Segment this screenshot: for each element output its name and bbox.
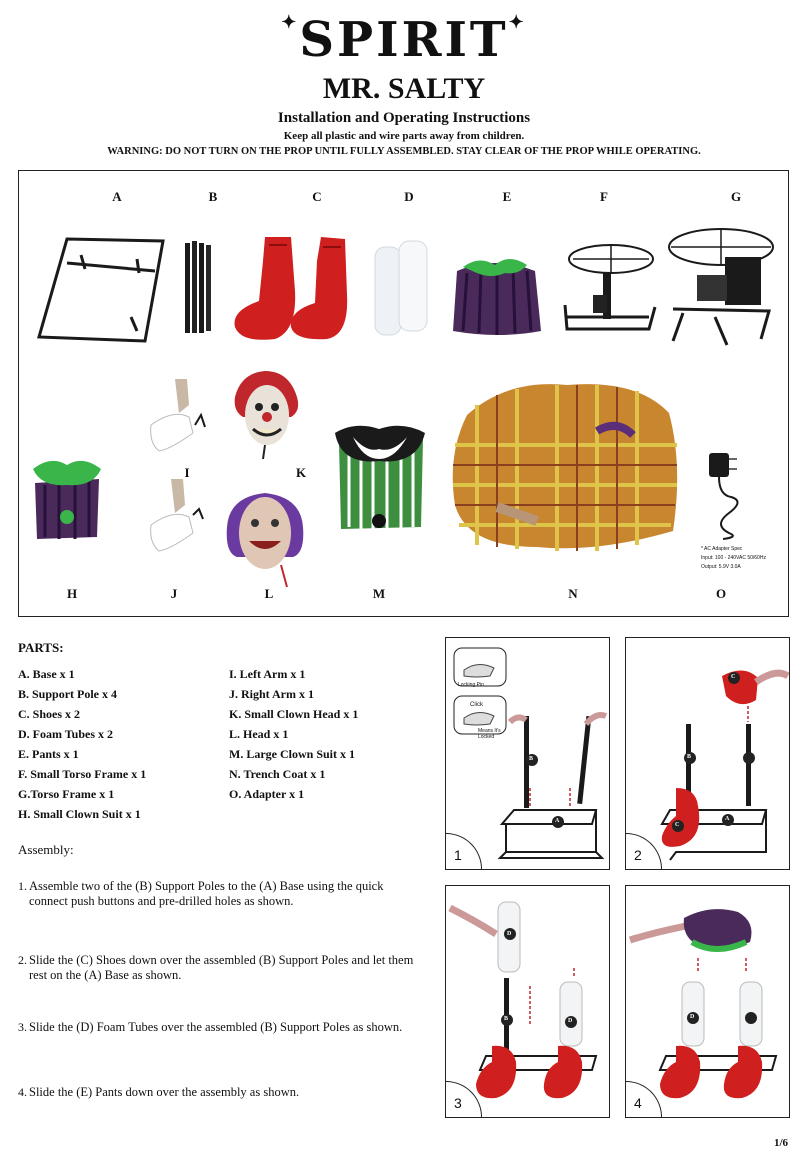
parts-heading: PARTS: xyxy=(18,640,64,655)
part-item: O. Adapter x 1 xyxy=(229,787,305,801)
click-label: Click xyxy=(470,702,483,708)
part-letter-f: F xyxy=(600,189,608,204)
part-item: F. Small Torso Frame x 1 xyxy=(18,767,147,781)
part-letter-a: A xyxy=(112,189,122,204)
parts-illustration-box xyxy=(18,170,789,617)
part-item: I. Left Arm x 1 xyxy=(229,667,306,681)
step-panel-3 xyxy=(445,885,610,1118)
label-d: D xyxy=(690,1014,695,1020)
star-icon: ✦ xyxy=(508,12,527,33)
assembly-heading: Assembly: xyxy=(18,842,74,857)
panel-number: 2 xyxy=(634,847,642,863)
step-number: 1. xyxy=(18,879,27,893)
part-letter-b: B xyxy=(208,189,218,204)
panel-number: 1 xyxy=(454,847,462,863)
part-letter-e: E xyxy=(502,189,512,204)
part-letter-j: J xyxy=(170,586,178,601)
right-arm-image xyxy=(145,475,211,557)
part-letter-o: O xyxy=(715,586,727,601)
locked-label: Means It's Locked xyxy=(478,728,501,740)
step-panel-2 xyxy=(625,637,790,870)
adapter-spec-title: * AC Adapter Spec xyxy=(701,546,743,552)
label-b: B xyxy=(504,1016,509,1022)
part-item: B. Support Pole x 4 xyxy=(18,687,118,701)
part-item: L. Head x 1 xyxy=(229,727,289,741)
label-c: C xyxy=(675,822,680,828)
shoes-image xyxy=(229,231,355,349)
part-letter-m: M xyxy=(372,586,386,601)
part-item: K. Small Clown Head x 1 xyxy=(229,707,359,721)
adapter-image xyxy=(699,447,751,543)
step-text: Slide the (D) Foam Tubes over the assembled (B) Support Poles as shown. xyxy=(29,1020,403,1034)
document-subtitle: Installation and Operating Instructions xyxy=(277,110,531,126)
part-item: M. Large Clown Suit x 1 xyxy=(229,747,355,761)
page-number: 1/6 xyxy=(773,1137,788,1149)
torso-frame-image xyxy=(663,223,779,351)
panel-number: 3 xyxy=(454,1095,462,1111)
part-letter-n: N xyxy=(568,586,578,601)
head-image xyxy=(223,483,307,593)
support-poles-image xyxy=(179,239,215,337)
label-d-top: D xyxy=(507,931,512,937)
panel-number: 4 xyxy=(634,1095,642,1111)
part-item: J. Right Arm x 1 xyxy=(229,687,314,701)
label-c-top: C xyxy=(731,674,736,680)
part-letter-l: L xyxy=(264,586,274,601)
brand-logo: ✦SPIRIT✦ xyxy=(281,12,527,68)
label-a: A xyxy=(555,818,560,824)
step-text: Slide the (C) Shoes down over the assembled (B) Support Poles and let them rest on the (A) Base as shown. xyxy=(29,953,414,982)
assembly-step-4 xyxy=(18,1085,421,1100)
parts-list-left xyxy=(18,667,146,827)
step-text: Assemble two of the (B) Support Poles to the (A) Base using the quick connect push buttons and pre-drilled holes as shown. xyxy=(29,879,384,908)
part-item: C. Shoes x 2 xyxy=(18,707,81,721)
trench-coat-image xyxy=(447,375,685,555)
star-icon: ✦ xyxy=(281,12,300,33)
adapter-spec-input: Input: 100 - 240VAC 50/60Hz xyxy=(701,555,766,561)
safety-note: Keep all plastic and wire parts away from children. xyxy=(283,130,525,142)
adapter-spec xyxy=(701,545,789,572)
part-item: H. Small Clown Suit x 1 xyxy=(18,807,141,821)
step-number: 2. xyxy=(18,953,27,967)
locking-pin-label: Locking Pin xyxy=(458,682,484,688)
foam-tubes-image xyxy=(371,239,433,339)
step-text: Slide the (E) Pants down over the assembly as shown. xyxy=(29,1085,300,1099)
part-letter-c: C xyxy=(312,189,322,204)
panel-3-illustration xyxy=(446,886,609,1117)
base-frame-image xyxy=(33,233,167,348)
pants-image xyxy=(447,251,545,339)
part-item: G.Torso Frame x 1 xyxy=(18,787,115,801)
panel-1-illustration xyxy=(446,638,609,869)
part-letter-d: D xyxy=(404,189,414,204)
large-clown-suit-image xyxy=(331,421,427,533)
small-clown-suit-image xyxy=(31,455,103,541)
part-letter-g: G xyxy=(730,189,742,204)
small-clown-head-image xyxy=(231,367,303,463)
step-panel-1 xyxy=(445,637,610,870)
panel-4-illustration xyxy=(626,886,789,1117)
step-number: 4. xyxy=(18,1085,27,1099)
label-b: B xyxy=(529,756,534,762)
assembly-step-2 xyxy=(18,953,421,983)
panel-2-illustration xyxy=(626,638,789,869)
adapter-spec-output: Output: 5.9V 3.0A xyxy=(701,564,741,570)
small-torso-frame-image xyxy=(559,237,659,339)
left-arm-image xyxy=(145,375,211,457)
part-item: D. Foam Tubes x 2 xyxy=(18,727,114,741)
label-a: A xyxy=(725,816,730,822)
step-number: 3. xyxy=(18,1020,27,1034)
label-b: B xyxy=(687,754,692,760)
assembly-step-1 xyxy=(18,879,421,909)
part-letter-k: K xyxy=(295,465,307,480)
part-letter-i: I xyxy=(184,465,190,480)
warning-line: WARNING: DO NOT TURN ON THE PROP UNTIL FULLY ASSEMBLED. STAY CLEAR OF THE PROP WHILE OPERATING. xyxy=(107,146,701,157)
part-item: E. Pants x 1 xyxy=(18,747,79,761)
product-title: MR. SALTY xyxy=(322,72,486,105)
part-item: N. Trench Coat x 1 xyxy=(229,767,326,781)
assembly-step-3 xyxy=(18,1020,421,1035)
label-d: D xyxy=(568,1018,573,1024)
part-letter-h: H xyxy=(66,586,78,601)
part-item: A. Base x 1 xyxy=(18,667,75,681)
step-panel-4 xyxy=(625,885,790,1118)
parts-list-right xyxy=(229,667,358,807)
